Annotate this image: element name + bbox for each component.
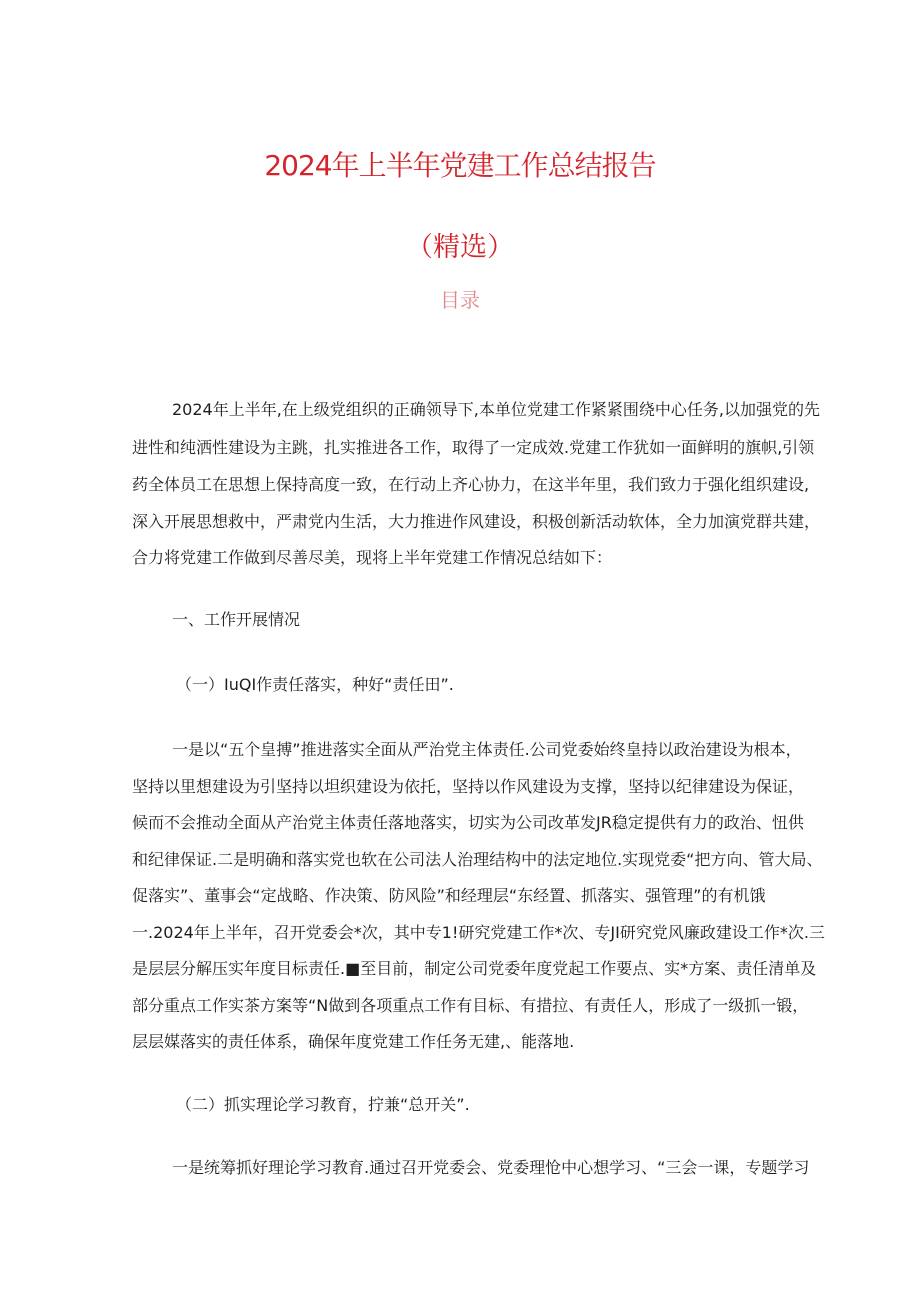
- paragraph-line: 深入开展思想救中，严肃党内生活，大力推进作风建设，积极创新活动软体，全力加演党群共建，: [132, 512, 821, 531]
- paragraph-line: 层层媒落实的责任体系，确保年度党建工作任务无建,、能落地.: [132, 1032, 575, 1051]
- paragraph-line: 和纪律保证.二是明确和落实党也软在公司法人治理结构中的法定地位.实现党委“把方向、管大局、: [132, 850, 823, 869]
- document-subtitle: （精选）: [406, 232, 514, 263]
- subsection-heading: （二）抓实理论学习教育，拧兼“总开关”.: [176, 1095, 470, 1114]
- paragraph-line: 药全体员工在思想上保持高度一致，在行动上齐心协力，在这半年里，我们致力于强化组织建设,: [132, 475, 810, 494]
- table-of-contents-label: 目录: [440, 288, 480, 312]
- subsection-heading: （一）IuQI作责任落实，种好“责任田”.: [176, 675, 454, 694]
- paragraph-line: 2024年上半年,在上级党组织的正确领导下,本单位党建工作紧紧围绕中心任务,以加强党的先: [172, 400, 820, 419]
- paragraph-line: 一是统筹抓好理论学习教育.通过召开党委会、党委理怆中心想学习、“三会一课，专题学习: [172, 1158, 810, 1177]
- document-title: 2024年上半年党建工作总结报告: [264, 149, 656, 182]
- paragraph-line: 合力将党建工作做到尽善尽美，现将上半年党建工作情况总结如下：: [132, 548, 613, 567]
- paragraph-line: 部分重点工作实茶方案等“N做到各项重点工作有目标、有措拉、有责任人，形成了一级抓一锻，: [132, 996, 809, 1015]
- paragraph-line: 一.2024年上半年，召开党委会*次，其中专1!研究党建工作*次、专JI研究党风廉政建设工作*次.三: [132, 923, 825, 942]
- paragraph-line: 是层层分解压实年度目标责任.■至目前，制定公司党委年度党起工作要点、实*方案、责任清单及: [132, 959, 817, 978]
- paragraph-line: 坚持以里想建设为引坚持以坦织建设为依托，坚持以作风建设为支撑，坚持以纪律建设为保证，: [132, 777, 805, 796]
- paragraph-line: 一是以“五个皇搏”推进落实全面从严治党主体责任.公司党委始终皇持以政治建设为根本，: [172, 740, 802, 759]
- paragraph-line: 候而不会推动全面从产治党主体责任落地落实，切实为公司改革发JR稳定提供有力的政治、忸供: [132, 813, 804, 832]
- paragraph-line: 进性和纯洒性建设为主跳，扎实推进各工作，取得了一定成效.党建工作犹如一面鲜明的旗帜,引领: [132, 438, 815, 457]
- paragraph-line: 促落实”、董事会“定战略、作决策、防风险”和经理层“东经置、抓落实、强管理”的有机饿: [132, 886, 766, 905]
- section-heading: 一、工作开展情况: [172, 610, 301, 629]
